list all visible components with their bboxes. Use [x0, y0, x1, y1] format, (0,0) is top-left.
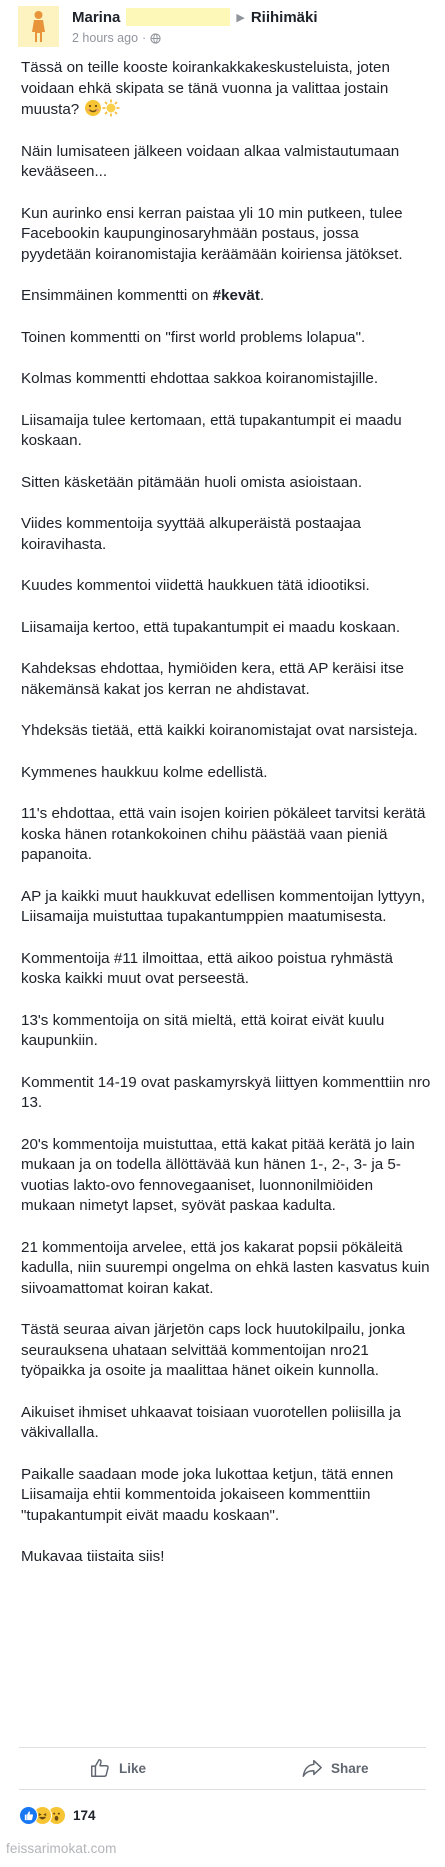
paragraph: Kommentoija #11 ilmoittaa, että aikoo poistua ryhmästä koska kaikki muut ovat perseestä.	[21, 949, 394, 987]
paragraph: Yhdeksäs tietää, että kaikki koiranomistajat ovat narsisteja.	[21, 722, 418, 739]
paragraph: Sitten käsketään pitämään huoli omista asioistaan.	[21, 473, 363, 491]
reaction-count[interactable]: 174	[73, 1807, 96, 1823]
paragraph-text: Ensimmäinen kommentti on	[21, 287, 209, 304]
paragraph: Mukavaa tiistaita siis!	[21, 1548, 165, 1565]
paragraph-text: Tässä on teille kooste koirankakkakeskusteluista, joten voidaan ehkä skipata se tänä vuonna ja valittaa jostain muusta?	[21, 59, 390, 118]
separator-dot: ·	[142, 31, 147, 45]
arrow-right-icon: ▶	[236, 11, 245, 24]
paragraph: Kun aurinko ensi kerran paistaa yli 10 min putkeen, tulee Facebookin kaupunginosaryhmään postaus, jossa pyydetään koiranomistajia keräämään koiriensa jätökset.	[21, 204, 403, 263]
like-icon	[19, 1806, 38, 1825]
smiling-face-icon	[84, 99, 102, 117]
paragraph: Tästä seuraa aivan järjetön caps lock huutokilpailu, jonka seurauksena uhataan selvittää kommentoijan nro21 työpaikka ja osoite ja maalittaa hänet oikein kunnolla.	[21, 1321, 406, 1379]
paragraph: 21 kommentoija arvelee, että jos kakarat popsii pökäleitä kadulla, niin suurempi ongelma on ehkä lasten kasvatus kuin siivoamattomat koiran kakat.	[21, 1238, 430, 1297]
paragraph: Kahdeksas ehdottaa, hymiöiden kera, että AP keräisi itse näkemänsä kakat jos kerran ne ahdistavat.	[21, 660, 405, 698]
author-line	[72, 8, 318, 26]
post-timestamp[interactable]: 2 hours ago	[72, 31, 139, 45]
name-redaction	[126, 8, 230, 26]
post-body	[21, 58, 431, 1568]
paragraph: Kolmas kommentti ehdottaa sakkoa koiranomistajille.	[21, 370, 379, 387]
paragraph: Liisamaija kertoo, että tupakantumpit ei maadu koskaan.	[21, 618, 401, 636]
reaction-summary[interactable]	[19, 1803, 96, 1827]
divider	[19, 1747, 426, 1748]
paragraph: Kuudes kommentoi viidettä haukkuen tätä idiootiksi.	[21, 577, 370, 594]
paragraph: Aikuiset ihmiset uhkaavat toisiaan vuorotellen poliisilla ja väkivallalla.	[21, 1403, 401, 1441]
paragraph: 11's ehdottaa, että vain isojen koirien pökäleet tarvitsi kerätä koska hänen rotankokoinen chihu päästää vaan pieniä papanoita.	[21, 805, 426, 863]
avatar[interactable]	[18, 6, 59, 47]
paragraph: AP ja kaikki muut haukkuvat edellisen kommentoijan lyttyyn, Liisamaija muistuttaa tupakantumppien maatumisesta.	[21, 887, 426, 925]
paragraph: Kymmenes haukkuu kolme edellistä.	[21, 763, 268, 781]
person-icon	[18, 6, 59, 47]
watermark: feissarimokat.com	[6, 1841, 117, 1856]
paragraph: 20's kommentoija muistuttaa, että kakat pitää kerätä jo lain mukaan ja on todella ällöttävää kun hänen 1-, 2-, 3- ja 5-vuotias lakto-ovo fennovegaaniset, luonnonilmiöiden mukaan nimetyt lapset, syövät paskaa kadulta.	[21, 1135, 415, 1214]
paragraph	[21, 286, 431, 307]
author-name[interactable]: Marina	[72, 8, 121, 26]
globe-icon[interactable]	[150, 33, 161, 44]
group-name[interactable]: Riihimäki	[250, 8, 318, 26]
paragraph: Viides kommentoija syyttää alkuperäistä postaajaa koiravihasta.	[21, 515, 361, 553]
like-label: Like	[119, 1760, 147, 1776]
share-arrow-icon	[301, 1757, 323, 1779]
punctuation: .	[259, 287, 265, 304]
like-button[interactable]	[89, 1750, 146, 1786]
hashtag-link[interactable]: #kevät	[212, 287, 260, 304]
share-label: Share	[331, 1760, 369, 1776]
paragraph: 13's kommentoija on sitä mieltä, että koirat eivät kuulu kaupunkiin.	[21, 1011, 385, 1049]
post-header	[18, 6, 438, 48]
post-meta	[72, 31, 161, 45]
paragraph	[21, 58, 431, 121]
share-button[interactable]	[301, 1750, 369, 1786]
paragraph: Liisamaija tulee kertomaan, että tupakantumpit ei maadu koskaan.	[21, 411, 402, 449]
paragraph: Paikalle saadaan mode joka lukottaa ketjun, tätä ennen Liisamaija ehtii kommentoida jokaiseen kommenttiin "tupakantumpit eivät maadu koskaan".	[21, 1465, 394, 1524]
action-bar	[19, 1750, 426, 1786]
divider	[19, 1789, 426, 1790]
paragraph: Toinen kommentti on "first world problems lolapua".	[21, 328, 366, 346]
thumbs-up-icon	[89, 1757, 111, 1779]
paragraph: Kommentit 14-19 ovat paskamyrskyä liittyen kommenttiin nro 13.	[21, 1073, 431, 1111]
sun-icon	[102, 99, 120, 117]
paragraph: Näin lumisateen jälkeen voidaan alkaa valmistautumaan kevääseen...	[21, 142, 400, 180]
